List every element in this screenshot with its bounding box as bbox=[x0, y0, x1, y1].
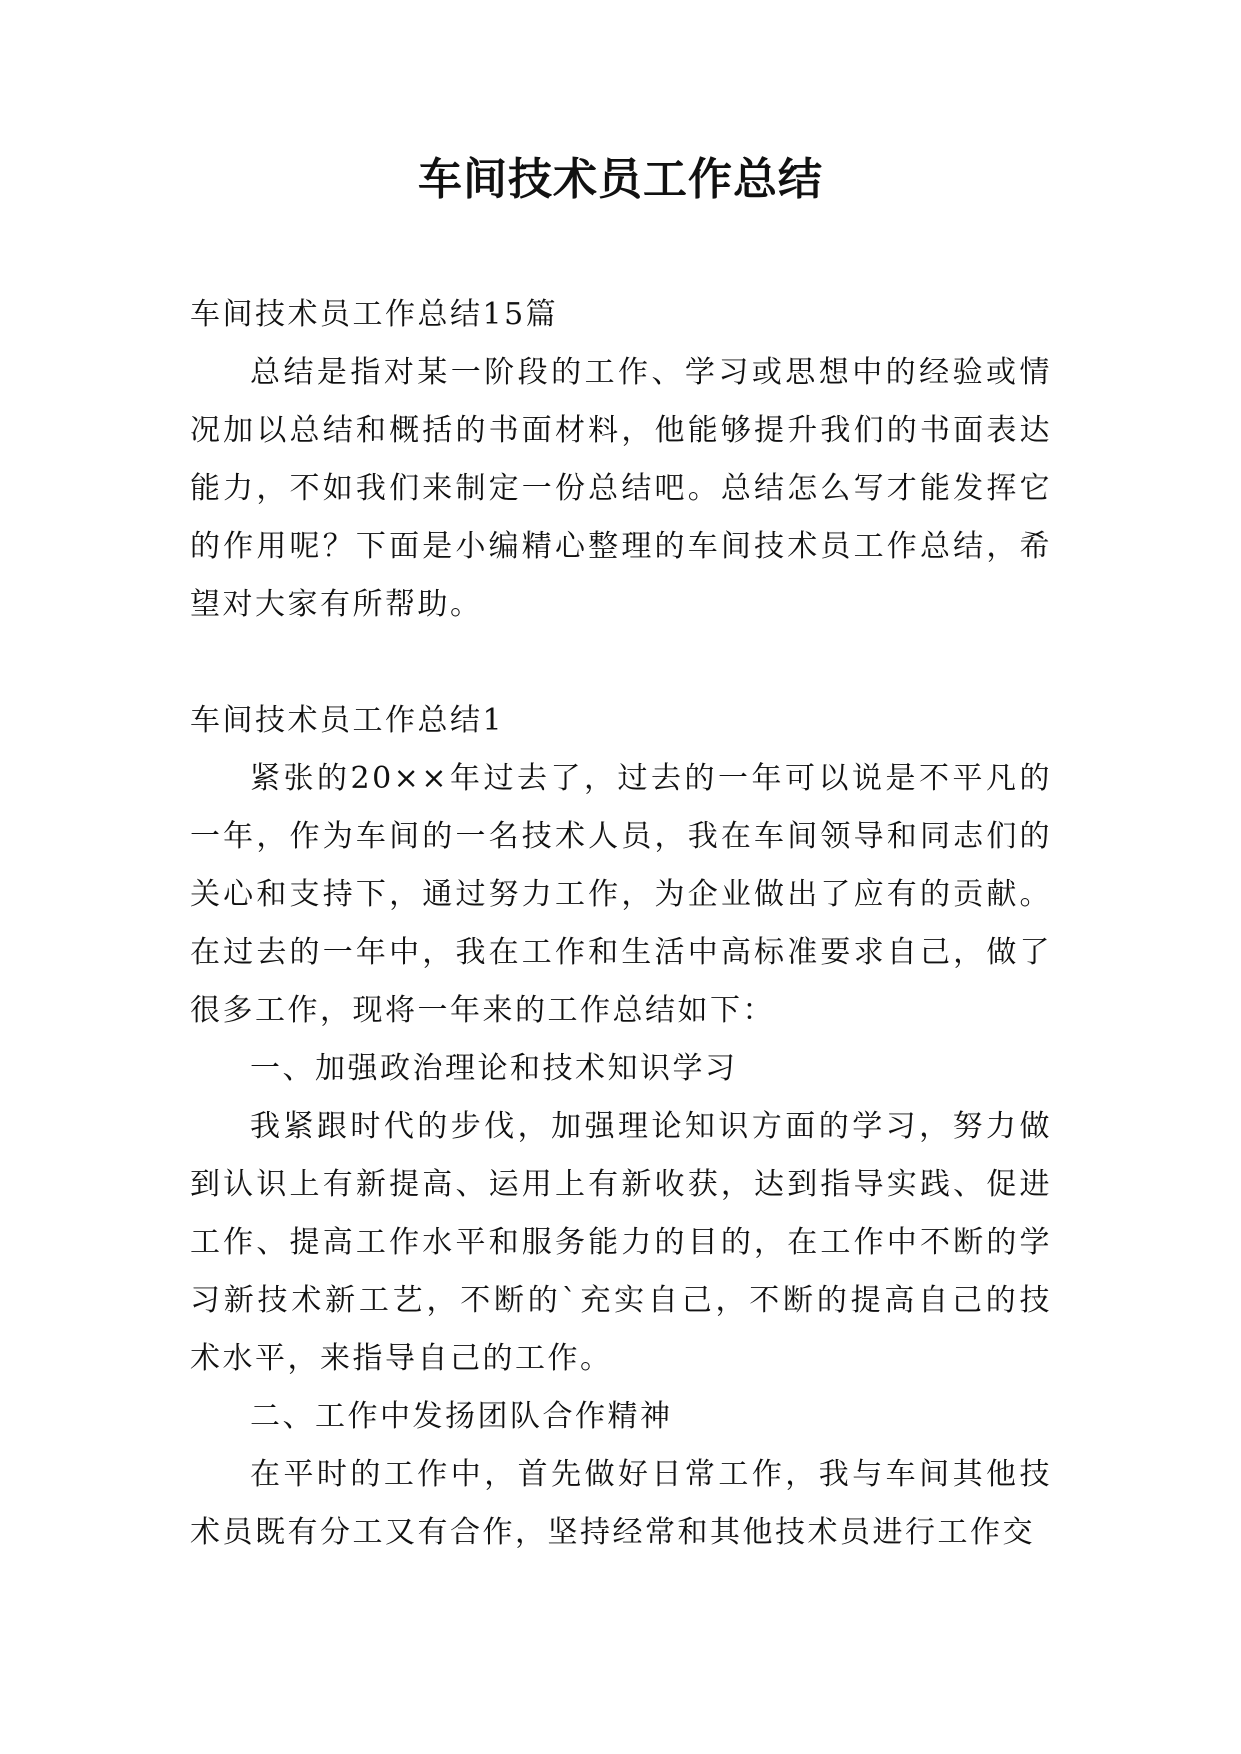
document-subtitle: 车间技术员工作总结15篇 bbox=[190, 297, 559, 332]
section-heading: 车间技术员工作总结1 bbox=[190, 703, 505, 738]
point-body: 我紧跟时代的步伐，加强理论知识方面的学习，努力做到认识上有新提高、运用上有新收获，达到指导实践、促进工作、提高工作水平和服务能力的目的，在工作中不断的学习新技术新工艺，不断的`充实自己，不断的提高自己的技术水平，来指导自己的工作。 bbox=[190, 1109, 1052, 1376]
intro-paragraph: 总结是指对某一阶段的工作、学习或思想中的经验或情况加以总结和概括的书面材料，他能够提升我们的书面表达能力，不如我们来制定一份总结吧。总结怎么写才能发挥它的作用呢？下面是小编精心整理的车间技术员工作总结，希望对大家有所帮助。 bbox=[190, 355, 1052, 622]
document-body bbox=[190, 286, 1052, 1562]
document-title: 车间技术员工作总结 bbox=[418, 154, 823, 205]
point-heading: 一、加强政治理论和技术知识学习 bbox=[250, 1051, 738, 1086]
section-paragraph: 紧张的20××年过去了，过去的一年可以说是不平凡的一年，作为车间的一名技术人员，我在车间领导和同志们的关心和支持下，通过努力工作，为企业做出了应有的贡献。在过去的一年中，我在工作和生活中高标准要求自己，做了很多工作，现将一年来的工作总结如下： bbox=[190, 761, 1052, 1028]
point-body: 在平时的工作中，首先做好日常工作，我与车间其他技术员既有分工又有合作，坚持经常和其他技术员进行工作交 bbox=[190, 1457, 1052, 1550]
point-heading: 二、工作中发扬团队合作精神 bbox=[250, 1399, 673, 1434]
